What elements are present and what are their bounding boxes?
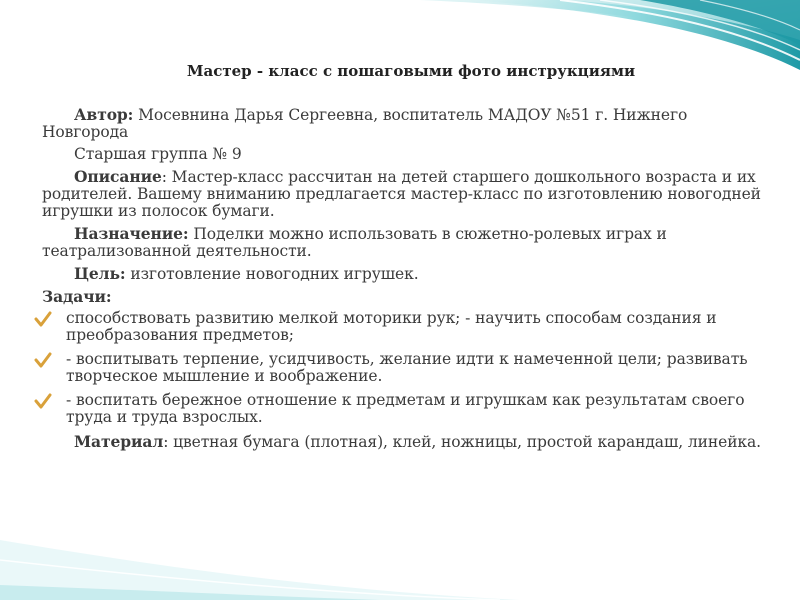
description-text: : Мастер-класс рассчитан на детей старшего дошкольного возраста и их родителей. Вашему вниманию предлагается мастер-класс по изготовлению новогодней игрушки из полосок бумаги. (42, 168, 761, 220)
purpose-paragraph (42, 225, 762, 260)
author-label: Автор: (74, 105, 134, 124)
list-item (66, 310, 762, 344)
task-text: способствовать развитию мелкой моторики рук; - научить способам создания и преобразования предметов; (66, 309, 717, 344)
material-label: Материал (74, 432, 164, 451)
list-item (66, 392, 762, 426)
author-text: Мосевнина Дарья Сергеевна, воспитатель МАДОУ №51 г. Нижнего Новгорода (42, 106, 688, 141)
author-paragraph (42, 106, 762, 141)
tasks-list (42, 310, 762, 426)
checkmark-icon (34, 392, 52, 410)
description-paragraph (42, 168, 762, 220)
checkmark-icon (34, 310, 52, 328)
task-text: - воспитать бережное отношение к предметам и игрушкам как результатам своего труда и труда взрослых. (66, 391, 745, 426)
goal-text: изготовление новогодних игрушек. (125, 265, 419, 283)
goal-label: Цель: (74, 264, 126, 283)
purpose-text: Поделки можно использовать в сюжетно-ролевых играх и театрализованной деятельности. (42, 225, 667, 260)
goal-paragraph (42, 265, 762, 283)
tasks-heading: Задачи: (42, 287, 112, 306)
material-text: : цветная бумага (плотная), клей, ножницы, простой карандаш, линейка. (163, 433, 761, 451)
material-paragraph (42, 433, 762, 451)
slide-content (42, 62, 762, 456)
task-text: - воспитывать терпение, усидчивость, желание идти к намеченной цели; развивать творческое мышление и воображение. (66, 350, 748, 385)
checkmark-icon (34, 351, 52, 369)
description-label: Описание (74, 167, 162, 186)
page-title: Мастер - класс с пошаговыми фото инструкциями (186, 62, 636, 80)
group-paragraph: Старшая группа № 9 (74, 145, 242, 163)
list-item (66, 351, 762, 385)
purpose-label: Назначение: (74, 224, 189, 243)
